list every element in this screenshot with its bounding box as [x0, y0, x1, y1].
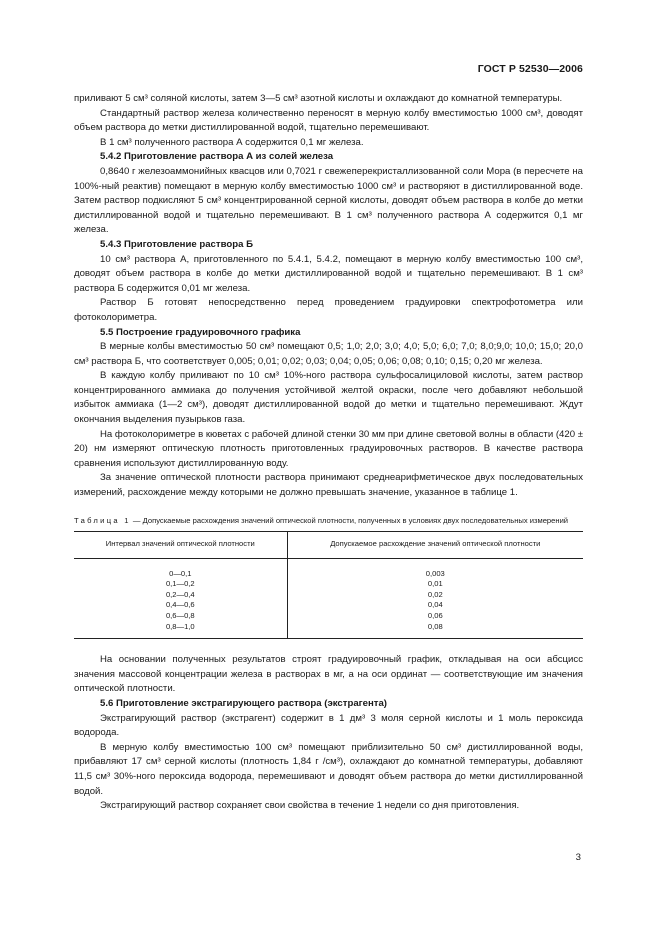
page-body: [74, 92, 583, 814]
table-cell: 0,2—0,4: [74, 590, 287, 601]
paragraph: 0,8640 г железоаммонийных квасцов или 0,7021 г свежеперекристаллизованной соли Мора (в пересчете на 100%-ный реактив) помещают в мерную колбу вместимостью 1000 см³ и растворяют в дистиллированной воде. Затем раствор подкисляют 5 см³ концентрированной серной кислоты, доводят объем раствора в колбе до метки дистиллированной водой и тщательно перемешивают. В 1 см³ полученного раствора А содержится 0,1 мг железа.: [74, 165, 583, 236]
section-heading-5-4-2: 5.4.2 Приготовление раствора А из солей железа: [100, 151, 334, 163]
section-heading-5-4-3: 5.4.3 Приготовление раствора Б: [100, 238, 253, 250]
paragraph: В мерные колбы вместимостью 50 см³ помещают 0,5; 1,0; 2,0; 3,0; 4,0; 5,0; 6,0; 7,0; 8,0;9,0; 10,0; 15,0; 20,0 см³ раствора Б, что соответствует 0,005; 0,01; 0,02; 0,03; 0,04; 0,05; 0,06; 0,08; 0,10; 0,15; 0,20 мг железа.: [74, 341, 583, 367]
table-row: [74, 590, 583, 601]
table-cell: 0,01: [427, 579, 443, 589]
paragraph: 10 см³ раствора А, приготовленного по 5.4.1, 5.4.2, помещают в мерную колбу вместимостью 100 см³, доводят объем раствора в колбе до метки дистиллированной водой и тщательно перемешивают. В 1 см³ раствора Б содержится 0,01 мг железа.: [74, 253, 583, 294]
page-number: 3: [575, 852, 581, 863]
table-cell: 0,08: [287, 622, 583, 639]
paragraph: За значение оптической плотности раствора принимают среднеарифметическое двух последовательных измерений, расхождение между которыми не должно превышать значение, указанное в таблице 1.: [74, 472, 583, 499]
tolerance-table: [74, 531, 583, 640]
table-row: [74, 558, 583, 579]
table-row: [74, 579, 583, 590]
table-row: [74, 622, 583, 639]
table-cell: 0,1—0,2: [74, 579, 287, 590]
paragraph: Стандартный раствор железа количественно переносят в мерную колбу вместимостью 1000 см³, доводят объем раствора до метки дистиллированной водой, тщательно перемешивают.: [74, 107, 583, 134]
paragraph: Экстрагирующий раствор (экстрагент) содержит в 1 дм³ 3 моля серной кислоты и 1 моль пероксида водорода.: [74, 712, 583, 739]
table-cell: 0,6—0,8: [74, 611, 287, 622]
table-row: [74, 600, 583, 611]
table-cell: 0,003: [425, 568, 445, 578]
table-cell: 0,02: [427, 589, 443, 599]
paragraph: В мерную колбу вместимостью 100 см³ помещают приблизительно 50 см³ дистиллированной воды, прибавляют 17 см³ серной кислоты (плотность 1,84 г /см³), охлаждают до комнатной температуры, добавляют 11,5 см³ 30%-ного пероксида водорода, перемешивают и доводят объем раствора до метки дистиллированной водой.: [74, 741, 583, 797]
table-cell: 0,06: [427, 611, 443, 620]
paragraph: На фотоколориметре в кюветах с рабочей длиной стенки 30 мм при длине световой волны в области (420 ± 20) нм измеряют оптическую плотность приготовленных градуировочных растворов. В качестве раствора сравнения используют дистиллированную воду.: [74, 428, 583, 469]
document-code-header: ГОСТ Р 52530—2006: [477, 63, 583, 75]
table-cell: 0,4—0,6: [74, 600, 287, 611]
paragraph: Раствор Б готовят непосредственно перед проведением градуировки спектрофотометра или фотоколориметра.: [74, 297, 583, 323]
paragraph: приливают 5 см³ соляной кислоты, затем 3—5 см³ азотной кислоты и охлаждают до комнатной температуры.: [74, 93, 563, 104]
table-row: [74, 611, 583, 622]
paragraph: На основании полученных результатов строят градуировочный график, откладывая на оси абсцисс значения массовой концентрации железа в растворах в мг, а на оси ординат — соответствующие им значения оптической плотности.: [74, 654, 583, 695]
section-heading-5-5: 5.5 Построение градуировочного графика: [100, 326, 301, 338]
table-cell: 0,8—1,0: [74, 622, 287, 639]
table-caption-text: — Допускаемые расхождения значений оптической плотности, полученных в условиях двух последовательных измерений: [130, 515, 569, 525]
paragraph: В 1 см³ полученного раствора А содержится 0,1 мг железа.: [100, 136, 364, 148]
paragraph: Экстрагирующий раствор сохраняет свои свойства в течение 1 недели со дня приготовления.: [100, 800, 520, 812]
table-cell: 0,04: [427, 600, 443, 610]
section-heading-5-6: 5.6 Приготовление экстрагирующего раствора (экстрагента): [100, 697, 388, 709]
paragraph: В каждую колбу приливают по 10 см³ 10%-ного раствора сульфосалициловой кислоты, затем раствор концентрированного аммиака до получения устойчивой желтой окраски, после чего добавляют небольшой избыток аммиака (1—2 см³), доводят дистиллированной водой до метки и тщательно перемешивают. Ждут окончания выделения пузырьков газа.: [74, 370, 583, 426]
table-cell: 0—0,1: [74, 558, 287, 579]
table-header-interval: Интервал значений оптической плотности: [74, 531, 287, 558]
table-label: Таблица 1: [74, 515, 131, 525]
table-header-tolerance: Допускаемое расхождение значений оптической плотности: [287, 531, 583, 558]
table-caption: [74, 515, 583, 526]
